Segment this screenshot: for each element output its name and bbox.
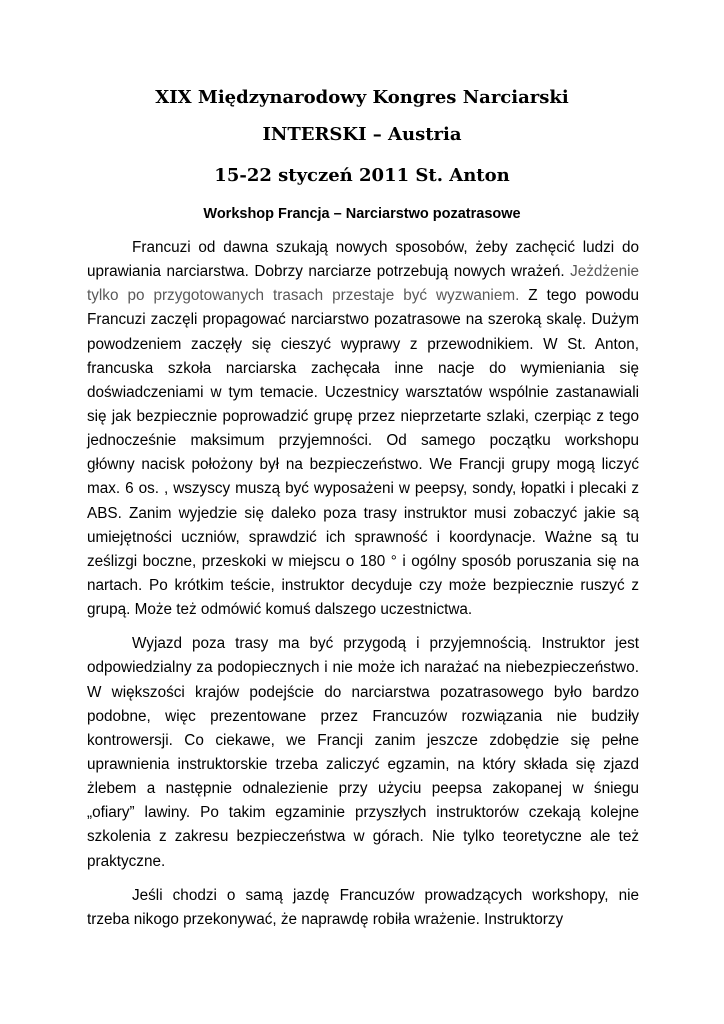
text-segment: Jeśli chodzi o samą jazdę Francuzów prowadzących workshopy, nie [132, 886, 639, 904]
text-segment: Z tego powodu [519, 287, 639, 305]
highlighted-text: tylko po przygotowanych trasach przestaje być wyzwaniem. [87, 287, 520, 305]
workshop-subtitle: Workshop Francja – Narciarstwo pozatrasowe [203, 206, 521, 222]
text-segment: max. 6 os. , wszyscy muszą być wyposażeni w peepsy, sondy, łopatki i plecaki z [87, 480, 639, 498]
text-segment: główny nacisk położony był na bezpieczeństwo. We Francji grupy mogą liczyć [87, 456, 639, 474]
text-line [87, 526, 639, 550]
text-segment: ABS. Zanim wyjedzie się daleko poza trasy instruktor musi zobaczyć jakie są [87, 504, 639, 522]
text-line [87, 656, 639, 680]
text-segment: Francuzi zaczęli propagować narciarstwo pozatrasowe na szeroką skalę. Dużym [87, 311, 639, 329]
text-segment: jednocześnie maksimum przyjemności. Od samego początku workshopu [87, 432, 639, 450]
text-segment: Francuzi od dawna szukają nowych sposobów, żeby zachęcić ludzi do [132, 239, 639, 256]
text-line [87, 753, 639, 777]
text-line [87, 884, 639, 908]
text-line [87, 429, 639, 453]
text-line [87, 284, 639, 308]
text-line [87, 777, 639, 801]
text-line [87, 801, 639, 825]
paragraph [87, 236, 639, 622]
paragraph [87, 632, 639, 873]
text-segment: praktyczne. [87, 852, 166, 870]
text-segment: podobne, więc prezentowane przez Francuzów rozwiązania nie budziły [87, 707, 639, 725]
text-segment: W większości krajów podejście do narciarstwa pozatrasowego było bardzo [87, 683, 639, 701]
text-line [87, 236, 639, 260]
paragraph [87, 884, 639, 932]
text-line [87, 908, 639, 932]
text-line [87, 705, 639, 729]
text-segment: Wyjazd poza trasy ma być przygodą i przyjemnością. Instruktor jest [132, 635, 639, 653]
text-line [87, 260, 639, 284]
text-segment: doświadczeniami w tym temacie. Uczestnicy warsztatów wspólnie zastanawiali [87, 383, 639, 401]
text-segment: francuska szkoła narciarska zachęcała inne nacje do wymieniania się [87, 359, 639, 377]
document-title: XIX Międzynarodowy Kongres Narciarski [155, 87, 569, 108]
text-line [87, 632, 639, 656]
text-line [87, 850, 639, 874]
text-line [87, 502, 639, 526]
text-segment: uprawnienia instruktorskie trzeba zaliczyć egzamin, na który składa się zjazd [87, 755, 639, 773]
text-line [87, 333, 639, 357]
text-segment: umiejętności uczniów, sprawdzić ich sprawność i koordynacje. Ważne są tu [87, 528, 639, 546]
document-body [87, 236, 639, 942]
event-name: INTERSKI – Austria [262, 124, 462, 145]
text-line [87, 477, 639, 501]
text-segment: żlebem a następnie odnalezienie przy użyciu peepsa zakopanej w śniegu [87, 780, 639, 798]
text-segment: uprawiania narciarstwa. Dobrzy narciarze potrzebują nowych wrażeń. [87, 263, 571, 281]
text-segment: ześlizgi boczne, przeskoki w miejscu o 180 ° i ogólny sposób poruszania się na [87, 552, 639, 570]
text-segment: szkolenia z zakresu bezpieczeństwa w górach. Nie tylko teoretyczne ale też [87, 828, 639, 846]
text-segment: „ofiary” lawiny. Po takim egzaminie przyszłych instruktorów czekają kolejne [87, 804, 639, 822]
text-line [87, 381, 639, 405]
text-segment: odpowiedzialny za podopiecznych i nie może ich narażać na niebezpieczeństwo. [87, 659, 639, 677]
event-date-location: 15-22 styczeń 2011 St. Anton [214, 165, 510, 186]
text-line [87, 681, 639, 705]
text-segment: grupą. Może też odmówić komuś dalszego uczestnictwa. [87, 601, 473, 619]
highlighted-text: Jeżdżenie [570, 263, 639, 281]
text-segment: nartach. Po krótkim teście, instruktor decyduje czy może bezpiecznie ruszyć z [87, 576, 639, 594]
text-line [87, 729, 639, 753]
text-segment: się jak bezpiecznie poprowadzić grupę przez nieprzetarte szlaki, czerpiąc z tego [87, 407, 639, 425]
text-segment: powodzeniem zaczęły się cieszyć wyprawy z przewodnikiem. W St. Anton, [87, 335, 639, 353]
text-segment: trzeba nikogo przekonywać, że naprawdę robiła wrażenie. Instruktorzy [87, 910, 564, 928]
text-line [87, 825, 639, 849]
text-line [87, 550, 639, 574]
text-line [87, 574, 639, 598]
text-line [87, 357, 639, 381]
text-line [87, 453, 639, 477]
text-line [87, 405, 639, 429]
text-line [87, 308, 639, 332]
text-line [87, 598, 639, 622]
text-segment: kontrowersji. Co ciekawe, we Francji zanim jeszcze zdobędzie się pełne [87, 731, 639, 749]
